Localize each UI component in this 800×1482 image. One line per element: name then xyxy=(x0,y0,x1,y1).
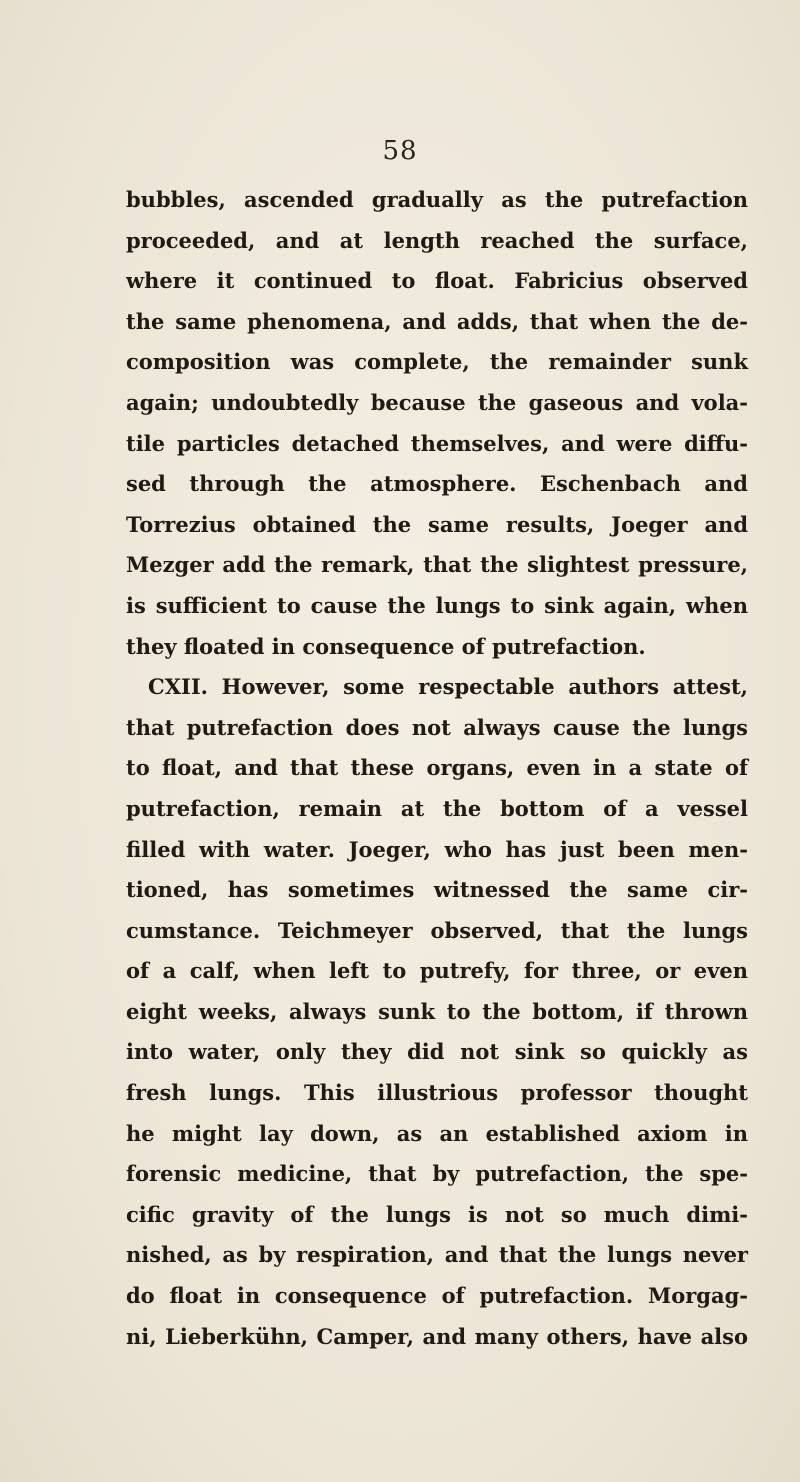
body-text xyxy=(126,180,748,1357)
text-line: sed through the atmosphere. Eschenbach and xyxy=(126,471,748,497)
text-line: they floated in consequence of putrefaction. xyxy=(126,633,646,659)
text-line: of a calf, when left to putrefy, for three, or even xyxy=(126,958,748,984)
text-line: into water, only they did not sink so quickly as xyxy=(126,1039,748,1065)
text-line: do float in consequence of putrefaction. Morgag- xyxy=(126,1283,748,1309)
text-line: bubbles, ascended gradually as the putrefaction xyxy=(126,187,748,212)
text-line: nished, as by respiration, and that the lungs never xyxy=(126,1242,748,1268)
text-line: cific gravity of the lungs is not so much dimi- xyxy=(126,1201,748,1227)
text-line: again; undoubtedly because the gaseous and vola- xyxy=(126,389,748,415)
text-line: Torrezius obtained the same results, Joeger and xyxy=(126,511,748,537)
text-line: proceeded, and at length reached the surface, xyxy=(126,227,748,253)
text-line: tioned, has sometimes witnessed the same cir- xyxy=(126,877,748,903)
text-line: putrefaction, remain at the bottom of a vessel xyxy=(126,795,748,821)
text-line: ni, Lieberkühn, Camper, and many others, have also xyxy=(126,1323,748,1349)
text-line: CXII. However, some respectable authors attest, xyxy=(148,674,748,700)
text-line: cumstance. Teichmeyer observed, that the lungs xyxy=(126,917,748,943)
text-line: fresh lungs. This illustrious professor thought xyxy=(126,1080,748,1106)
text-line: that putrefaction does not always cause the lungs xyxy=(126,714,748,740)
text-line: forensic medicine, that by putrefaction, the spe- xyxy=(126,1161,748,1187)
text-line: tile particles detached themselves, and were diffu- xyxy=(126,430,748,456)
page-number: 58 xyxy=(382,136,418,166)
text-line: Mezger add the remark, that the slightest pressure, xyxy=(126,552,748,578)
text-line: filled with water. Joeger, who has just been men- xyxy=(126,836,748,862)
text-line: eight weeks, always sunk to the bottom, if thrown xyxy=(126,998,748,1024)
text-line: is sufficient to cause the lungs to sink again, when xyxy=(126,592,748,618)
text-line: the same phenomena, and adds, that when the de- xyxy=(126,308,748,334)
text-line: to float, and that these organs, even in a state of xyxy=(126,755,748,781)
text-line: he might lay down, as an established axiom in xyxy=(126,1120,748,1146)
text-line: where it continued to float. Fabricius observed xyxy=(126,268,748,294)
text-line: composition was complete, the remainder sunk xyxy=(126,349,748,375)
